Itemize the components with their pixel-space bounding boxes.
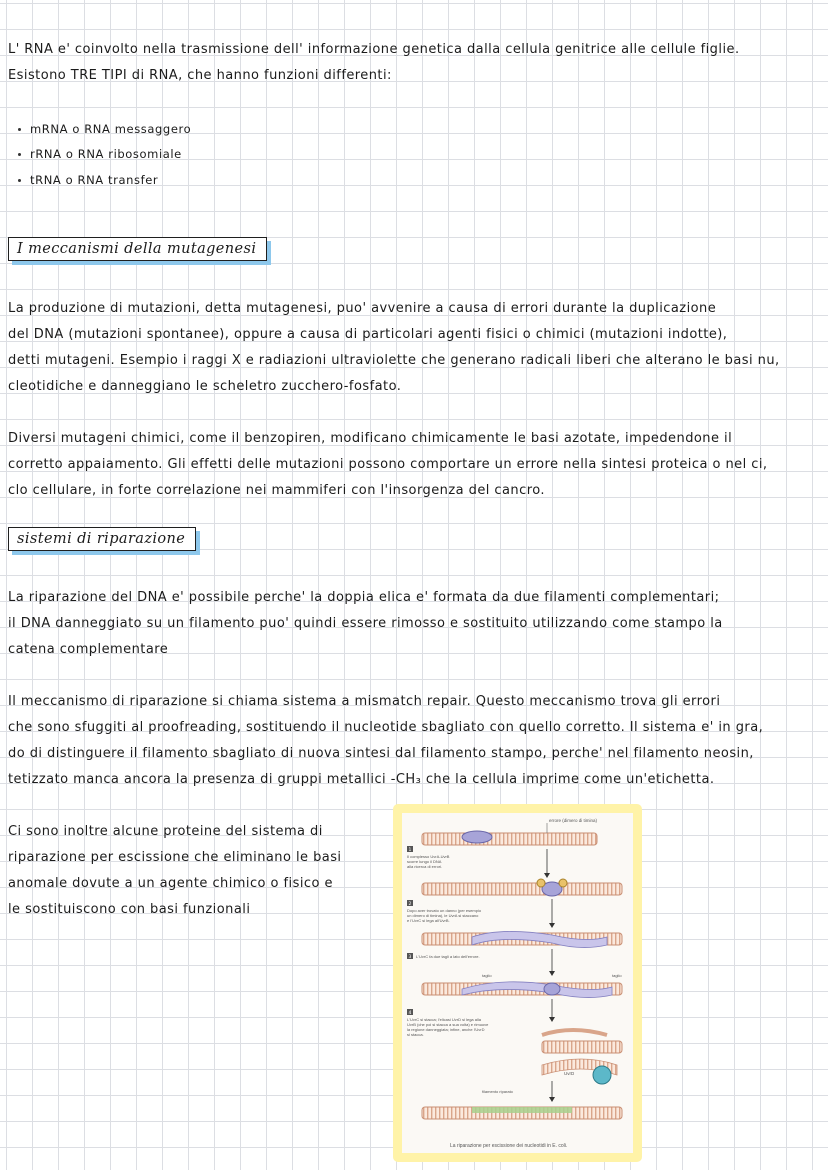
paragraph-line: riparazione per escissione che eliminano le basi [8,850,342,865]
svg-text:1: 1 [408,848,412,853]
svg-text:UvrB (che poi si stacca a sua: UvrB (che poi si stacca a sua volta) e rimuove [407,1022,489,1027]
paragraph-line: che sono sfuggiti al proofreading, sostituendo il nucleotide sbagliato con quello corretto. Il sistema e' in gra, [8,720,764,735]
bullet-dot [18,153,21,156]
svg-text:3: 3 [408,955,412,960]
svg-text:filamento riparato: filamento riparato [482,1089,513,1094]
figure-caption: La riparazione per escissione dei nucleotidi in E. coli. [450,1143,568,1149]
svg-text:2: 2 [408,902,412,907]
svg-text:taglio: taglio [612,973,622,978]
list-item: rRNA o RNA ribosomiale [30,147,182,161]
section-heading-mutagenesi: I meccanismi della mutagenesi [8,237,267,261]
svg-text:4: 4 [408,1011,412,1016]
excision-repair-figure [393,804,642,1162]
list-item: tRNA o RNA transfer [30,173,159,187]
svg-text:UvrD: UvrD [564,1071,575,1076]
bullet-dot [18,179,21,182]
paragraph-line: catena complementare [8,642,169,657]
svg-text:L'UvrC si stacca; l'elicasi Uv: L'UvrC si stacca; l'elicasi UvrD si lega alla [407,1017,481,1022]
svg-text:Il complesso UvrA-UvrB: Il complesso UvrA-UvrB [407,854,450,859]
paragraph-line: Il meccanismo di riparazione si chiama sistema a mismatch repair. Questo meccanismo trova gli errori [8,694,721,709]
paragraph-line: anomale dovute a un agente chimico o fisico e [8,876,333,891]
paragraph-line: cleotidiche e danneggiano le scheletro zucchero-fosfato. [8,379,402,394]
paragraph-line: Diversi mutageni chimici, come il benzopiren, modificano chimicamente le basi azotate, impedendone il [8,431,733,446]
intro-line-2: Esistono TRE TIPI di RNA, che hanno funzioni differenti: [8,68,392,83]
figure-diagram [402,813,633,1153]
svg-text:L'UvrC fa due tagli a lato del: L'UvrC fa due tagli a lato dell'errore. [416,954,480,959]
paragraph-line: La produzione di mutazioni, detta mutagenesi, puo' avvenire a causa di errori durante la duplicazione [8,301,717,316]
svg-text:taglio: taglio [482,973,492,978]
paragraph-line: del DNA (mutazioni spontanee), oppure a causa di particolari agenti fisici o chimici (mutazioni indotte), [8,327,728,342]
svg-text:la regione danneggiata; infine: la regione danneggiata; infine, anche l'UvrD [407,1027,485,1032]
svg-text:alla ricerca di errori.: alla ricerca di errori. [407,864,443,869]
paragraph-line: il DNA danneggiato su un filamento puo' quindi essere rimosso e sostituito utilizzando come stampo la [8,616,723,631]
paragraph-line: le sostituiscono con basi funzionali [8,902,251,917]
bullet-dot [18,128,21,131]
paragraph-line: detti mutageni. Esempio i raggi X e radiazioni ultraviolette che generano radicali liberi che alterano le basi nu, [8,353,780,368]
dna-strand [422,833,597,845]
svg-text:Dopo aver trovato un danno (pe: Dopo aver trovato un danno (per esempio [407,908,482,913]
intro-line-1: L' RNA e' coinvolto nella trasmissione dell' informazione genetica dalla cellula genitrice alle cellule figlie. [8,42,740,57]
list-item: mRNA o RNA messaggero [30,122,192,136]
paragraph-line: corretto appaiamento. Gli effetti delle mutazioni possono comportare un errore nella sintesi proteica o nel ci, [8,457,768,472]
paragraph-line: La riparazione del DNA e' possibile perche' la doppia elica e' formata da due filamenti complementari; [8,590,720,605]
dna-strand [542,1041,622,1053]
figure-panel [402,813,633,1153]
paragraph-line: clo cellulare, in forte correlazione nei mammiferi con l'insorgenza del cancro. [8,483,545,498]
svg-text:si stacca.: si stacca. [407,1032,424,1037]
section-heading-riparazione: sistemi di riparazione [8,527,196,551]
paragraph-line: tetizzato manca ancora la presenza di gruppi metallici -CH₃ che la cellula imprime come un'etichetta. [8,772,715,787]
uvrd-enzyme [593,1066,611,1084]
paragraph-line: Ci sono inoltre alcune proteine del sistema di [8,824,323,839]
paragraph-line: do di distinguere il filamento sbagliato di nuova sintesi dal filamento stampo, perche' nel filamento neosin, [8,746,754,761]
svg-text:un dimero di timina), le UvrA: un dimero di timina), le UvrA si staccano [407,913,479,918]
svg-text:scorre lungo il DNA: scorre lungo il DNA [407,859,442,864]
dna-strand [422,883,622,895]
svg-text:e l'UvrC si lega all'UvrB.: e l'UvrC si lega all'UvrB. [407,918,450,923]
uvra-uvrb-complex [462,831,492,843]
error-label: errore (dimero di timina) [549,818,598,823]
